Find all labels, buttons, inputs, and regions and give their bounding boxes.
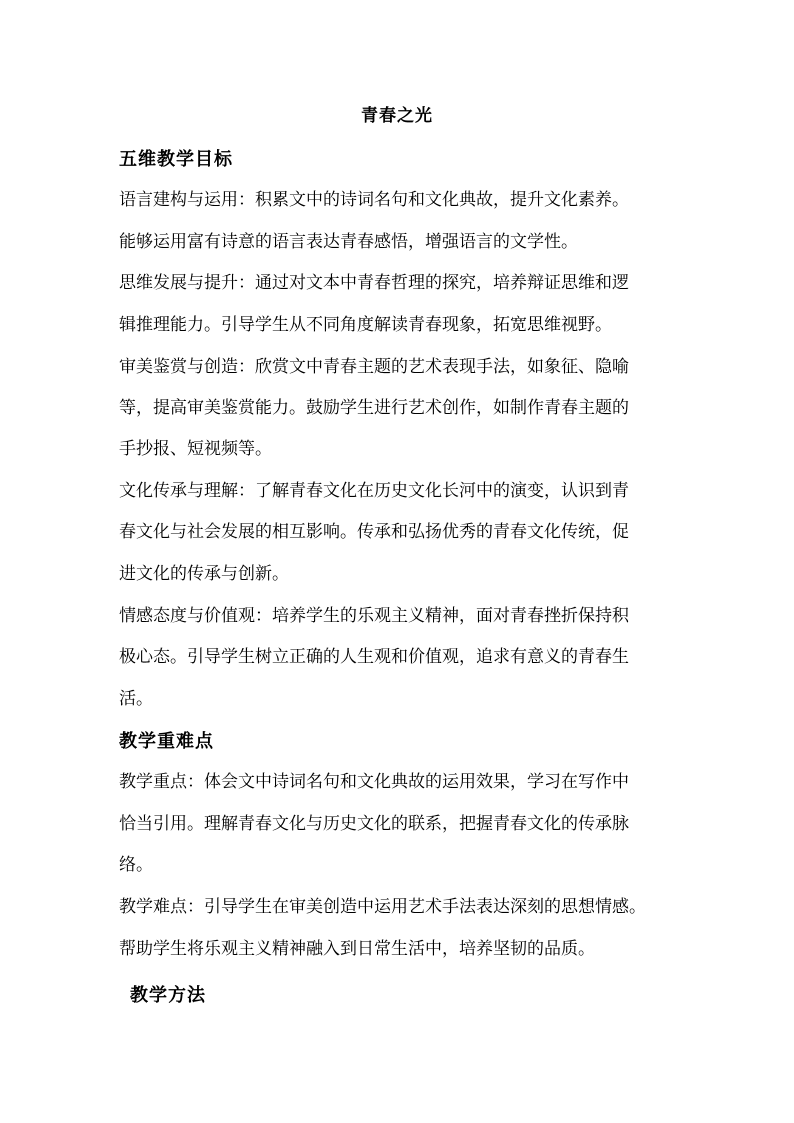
paragraph-line: 辑推理能力。引导学生从不同角度解读青春现象，拓宽思维视野。	[119, 315, 612, 335]
paragraph-line: 思维发展与提升：通过对文本中青春哲理的探究，培养辩证思维和逻	[119, 273, 629, 293]
paragraph-line: 恰当引用。理解青春文化与历史文化的联系，把握青春文化的传承脉	[119, 814, 629, 834]
paragraph-line: 帮助学生将乐观主义精神融入到日常生活中，培养坚韧的品质。	[119, 939, 595, 959]
paragraph-line: 极心态。引导学生树立正确的人生观和价值观，追求有意义的青春生	[119, 647, 629, 667]
paragraph-line: 络。	[119, 855, 153, 875]
section-heading-key-points: 教学重难点	[119, 731, 214, 752]
document-title: 青春之光	[361, 106, 433, 126]
paragraph-line: 进文化的传承与创新。	[119, 564, 289, 584]
section-heading-goals: 五维教学目标	[119, 149, 233, 170]
paragraph-line: 审美鉴赏与创造：欣赏文中青春主题的艺术表现手法，如象征、隐喻	[119, 357, 629, 377]
paragraph-line: 能够运用富有诗意的语言表达青春感悟，增强语言的文学性。	[119, 232, 578, 252]
paragraph-line: 文化传承与理解：了解青春文化在历史文化长河中的演变，认识到青	[119, 481, 629, 501]
paragraph-line: 语言建构与运用：积累文中的诗词名句和文化典故，提升文化素养。	[119, 190, 629, 210]
paragraph-line: 情感态度与价值观：培养学生的乐观主义精神，面对青春挫折保持积	[119, 606, 629, 626]
paragraph-line: 活。	[119, 689, 153, 709]
paragraph-line: 教学重点：体会文中诗词名句和文化典故的运用效果，学习在写作中	[119, 772, 629, 792]
paragraph-line: 等，提高审美鉴赏能力。鼓励学生进行艺术创作，如制作青春主题的	[119, 398, 629, 418]
paragraph-line: 春文化与社会发展的相互影响。传承和弘扬优秀的青春文化传统，促	[119, 522, 629, 542]
paragraph-line: 教学难点：引导学生在审美创造中运用艺术手法表达深刻的思想情感。	[119, 897, 646, 917]
section-heading-methods: 教学方法	[130, 985, 206, 1006]
paragraph-line: 手抄报、短视频等。	[119, 439, 272, 459]
